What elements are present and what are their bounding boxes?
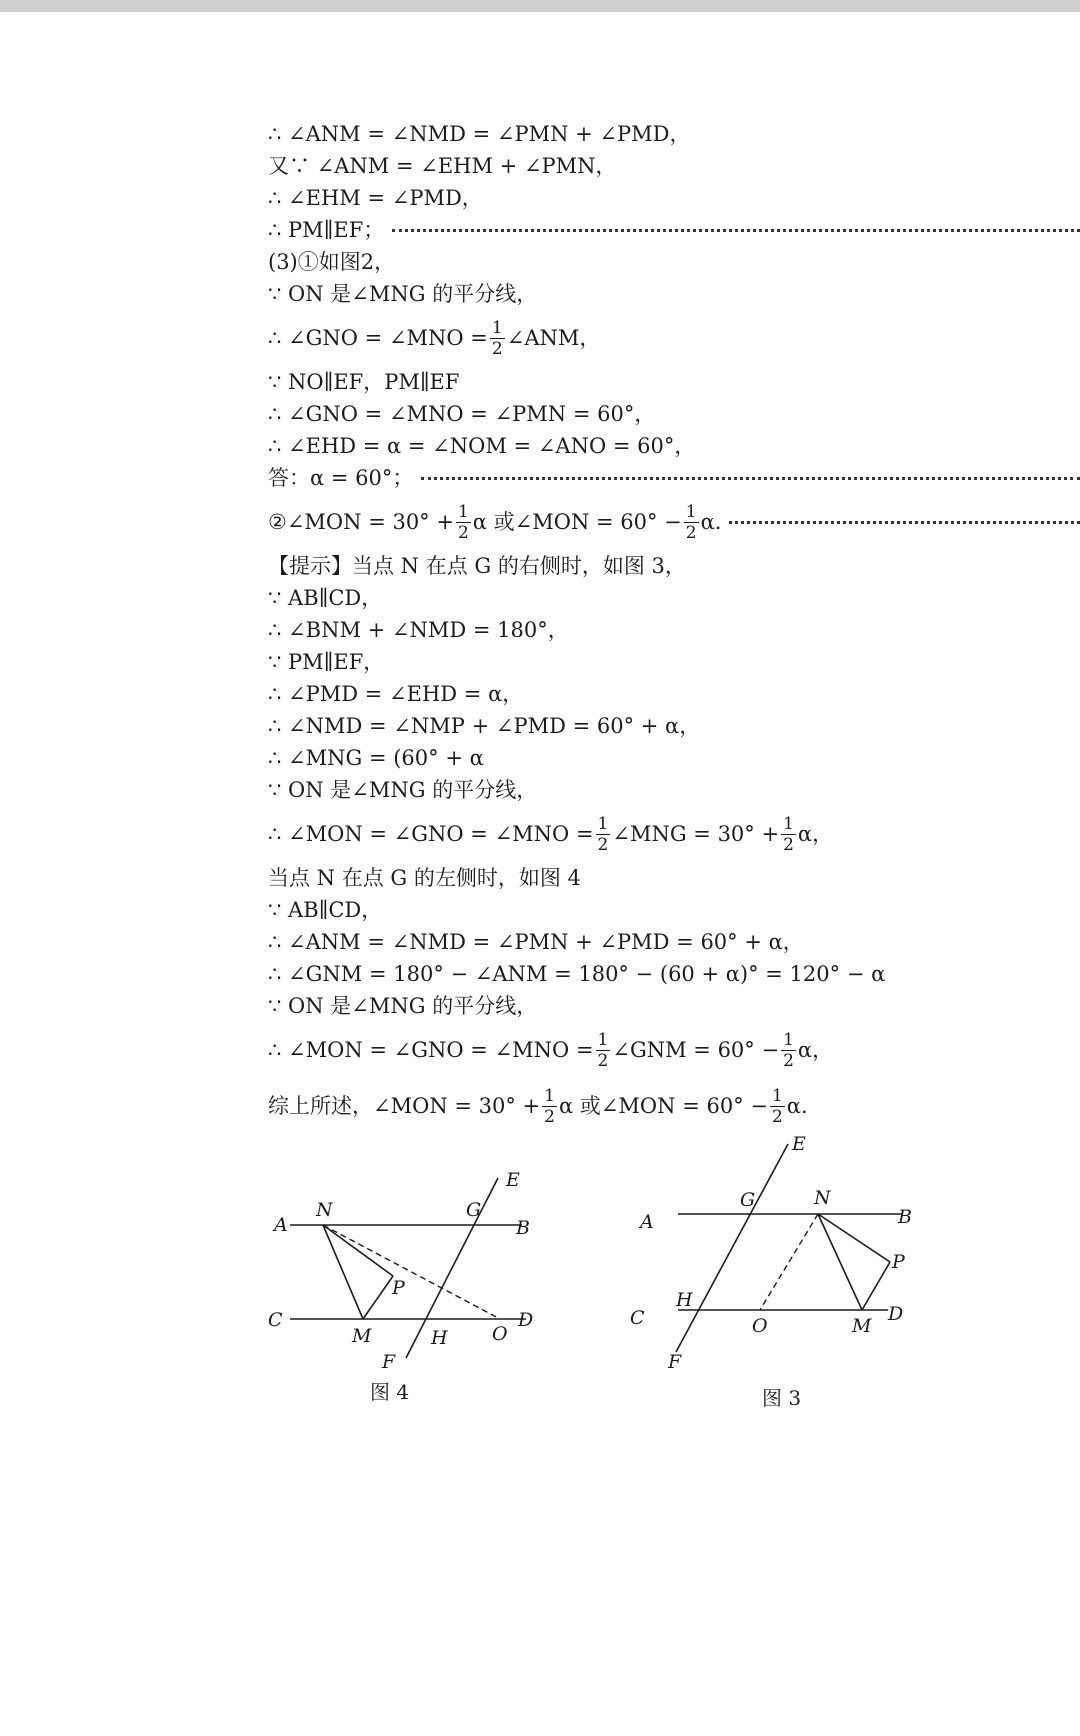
fraction-numerator: 1	[457, 501, 469, 522]
label-e: E	[792, 1133, 806, 1155]
solution-text	[268, 118, 1080, 1134]
text-segment: ∵ AB∥CD，	[268, 898, 383, 922]
text-line	[268, 310, 1080, 366]
text-line	[268, 246, 1080, 278]
fraction-denominator: 2	[783, 834, 794, 855]
label-b: B	[516, 1217, 530, 1239]
text-line	[268, 118, 1080, 150]
fraction-denominator: 2	[771, 1106, 783, 1127]
fraction	[781, 814, 796, 855]
text-line	[268, 646, 1080, 678]
label-f: F	[382, 1351, 396, 1373]
label-o: O	[492, 1323, 508, 1345]
fraction	[770, 1086, 785, 1127]
text-line	[268, 550, 1080, 582]
figure-3-caption: 图 3	[762, 1386, 802, 1410]
fraction-denominator: 2	[783, 1050, 794, 1071]
text-line	[268, 150, 1080, 182]
fraction-numerator: 1	[783, 813, 794, 834]
label-f: F	[668, 1351, 682, 1373]
label-o: O	[752, 1315, 768, 1337]
label-h: H	[431, 1327, 448, 1349]
segment-no-dashed	[760, 1214, 818, 1310]
text-segment: α.	[700, 510, 722, 534]
dotted-leader	[421, 477, 1080, 480]
text-segment: α，	[797, 1038, 834, 1062]
text-line	[268, 926, 1080, 958]
text-segment: ∵ ON 是∠MNG 的平分线，	[268, 994, 538, 1018]
text-line	[268, 742, 1080, 774]
fraction	[490, 318, 505, 359]
text-segment: ∠GNM = 60° −	[612, 1038, 780, 1062]
label-n: N	[814, 1187, 831, 1209]
fraction-numerator: 1	[597, 813, 609, 834]
fraction	[596, 1030, 611, 1071]
fraction	[542, 1086, 557, 1127]
segment-pm	[363, 1276, 393, 1319]
text-segment: ∴ ∠NMD = ∠NMP + ∠PMD = 60° + α，	[268, 714, 701, 738]
text-line	[268, 430, 1080, 462]
fraction	[684, 502, 699, 543]
text-line	[268, 614, 1080, 646]
text-segment: ∵ AB∥CD，	[268, 586, 383, 610]
label-g: G	[740, 1189, 756, 1211]
dotted-leader	[729, 521, 1080, 524]
fraction-denominator: 2	[597, 834, 609, 855]
text-segment: ∴ ∠MON = ∠GNO = ∠MNO =	[268, 1038, 594, 1062]
text-line	[268, 894, 1080, 926]
text-segment: ∴ ∠EHD = α = ∠NOM = ∠ANO = 60°，	[268, 434, 696, 458]
text-segment: ∵ PM∥EF，	[268, 650, 385, 674]
figure-3	[626, 1130, 926, 1380]
text-segment: 答：α = 60°；	[268, 466, 414, 490]
text-segment: ∠MNG = 30° +	[612, 822, 780, 846]
text-line	[268, 710, 1080, 742]
text-segment: ∴ ∠ANM = ∠NMD = ∠PMN + ∠PMD = 60° + α，	[268, 930, 804, 954]
segment-pm	[862, 1262, 890, 1310]
text-segment: α.	[786, 1094, 808, 1118]
top-bar	[0, 0, 1080, 12]
figure-4-caption: 图 4	[370, 1380, 410, 1404]
label-d: D	[888, 1303, 904, 1325]
label-m: M	[352, 1325, 372, 1347]
label-b: B	[898, 1206, 912, 1228]
text-line	[268, 990, 1080, 1022]
fraction	[456, 502, 471, 543]
text-line	[268, 462, 1080, 494]
text-segment: ∴ PM∥EF；	[268, 218, 385, 242]
text-line	[268, 214, 1080, 246]
text-segment: ∴ ∠MON = ∠GNO = ∠MNO =	[268, 822, 594, 846]
text-segment: ∴ ∠MNG = (60° + α	[268, 746, 484, 770]
text-segment: ∴ ∠GNO = ∠MNO =	[268, 326, 488, 350]
text-segment: 综上所述，∠MON = 30° +	[268, 1094, 541, 1118]
fraction-numerator: 1	[597, 1029, 609, 1050]
label-e: E	[506, 1169, 520, 1191]
label-p: P	[392, 1277, 405, 1299]
label-d: D	[518, 1309, 534, 1331]
fraction-denominator: 2	[685, 522, 697, 543]
segment-no-dashed	[323, 1225, 500, 1319]
label-m: M	[852, 1315, 872, 1337]
text-segment: α 或∠MON = 60° −	[558, 1094, 768, 1118]
fraction-denominator: 2	[491, 338, 503, 359]
fraction-denominator: 2	[597, 1050, 609, 1071]
text-segment: α，	[797, 822, 834, 846]
dotted-leader	[392, 229, 1080, 232]
label-a: A	[640, 1211, 654, 1233]
fraction-numerator: 1	[491, 317, 503, 338]
text-line	[268, 806, 1080, 862]
text-line	[268, 278, 1080, 310]
text-line	[268, 678, 1080, 710]
fraction	[781, 1030, 796, 1071]
fraction	[596, 814, 611, 855]
fraction-numerator: 1	[544, 1085, 555, 1106]
text-segment: 又∵ ∠ANM = ∠EHM + ∠PMN，	[268, 154, 617, 178]
text-line	[268, 366, 1080, 398]
text-segment: ∴ ∠EHM = ∠PMD，	[268, 186, 483, 210]
fraction-numerator: 1	[783, 1029, 794, 1050]
label-p: P	[892, 1251, 905, 1273]
text-segment: ∴ ∠GNO = ∠MNO = ∠PMN = 60°，	[268, 402, 656, 426]
label-h: H	[676, 1289, 693, 1311]
text-segment: ∴ ∠ANM = ∠NMD = ∠PMN + ∠PMD，	[268, 122, 691, 146]
fraction-numerator: 1	[771, 1085, 783, 1106]
text-line	[268, 494, 1080, 550]
text-segment: (3)①如图2，	[268, 250, 396, 274]
text-segment: ∵ ON 是∠MNG 的平分线，	[268, 282, 538, 306]
text-segment: ∵ NO∥EF，PM∥EF	[268, 370, 460, 394]
fraction-denominator: 2	[457, 522, 469, 543]
figure-4	[268, 1160, 568, 1400]
text-line	[268, 1022, 1080, 1078]
text-segment: ∠ANM，	[506, 326, 601, 350]
text-segment: 当点 N 在点 G 的左侧时，如图 4	[268, 866, 581, 890]
text-segment: 【提示】当点 N 在点 G 的右侧时，如图 3，	[268, 554, 686, 578]
label-c: C	[268, 1309, 283, 1331]
text-segment: ∴ ∠BNM + ∠NMD = 180°，	[268, 618, 569, 642]
text-line	[268, 582, 1080, 614]
text-segment: ②∠MON = 30° +	[268, 510, 454, 534]
text-segment: α 或∠MON = 60° −	[472, 510, 682, 534]
label-g: G	[466, 1199, 482, 1221]
label-a: A	[274, 1214, 288, 1236]
label-n: N	[316, 1199, 333, 1221]
fraction-denominator: 2	[544, 1106, 555, 1127]
text-line	[268, 182, 1080, 214]
text-line	[268, 862, 1080, 894]
text-line	[268, 958, 1080, 990]
line-ef	[406, 1178, 498, 1358]
label-c: C	[630, 1307, 645, 1329]
text-segment: ∴ ∠GNM = 180° − ∠ANM = 180° − (60 + α)° = 120° − α	[268, 962, 886, 986]
text-line	[268, 1078, 1080, 1134]
text-segment: ∴ ∠PMD = ∠EHD = α，	[268, 682, 524, 706]
text-line	[268, 774, 1080, 806]
text-segment: ∵ ON 是∠MNG 的平分线，	[268, 778, 538, 802]
fraction-numerator: 1	[685, 501, 697, 522]
line-ef	[676, 1144, 788, 1352]
text-line	[268, 398, 1080, 430]
